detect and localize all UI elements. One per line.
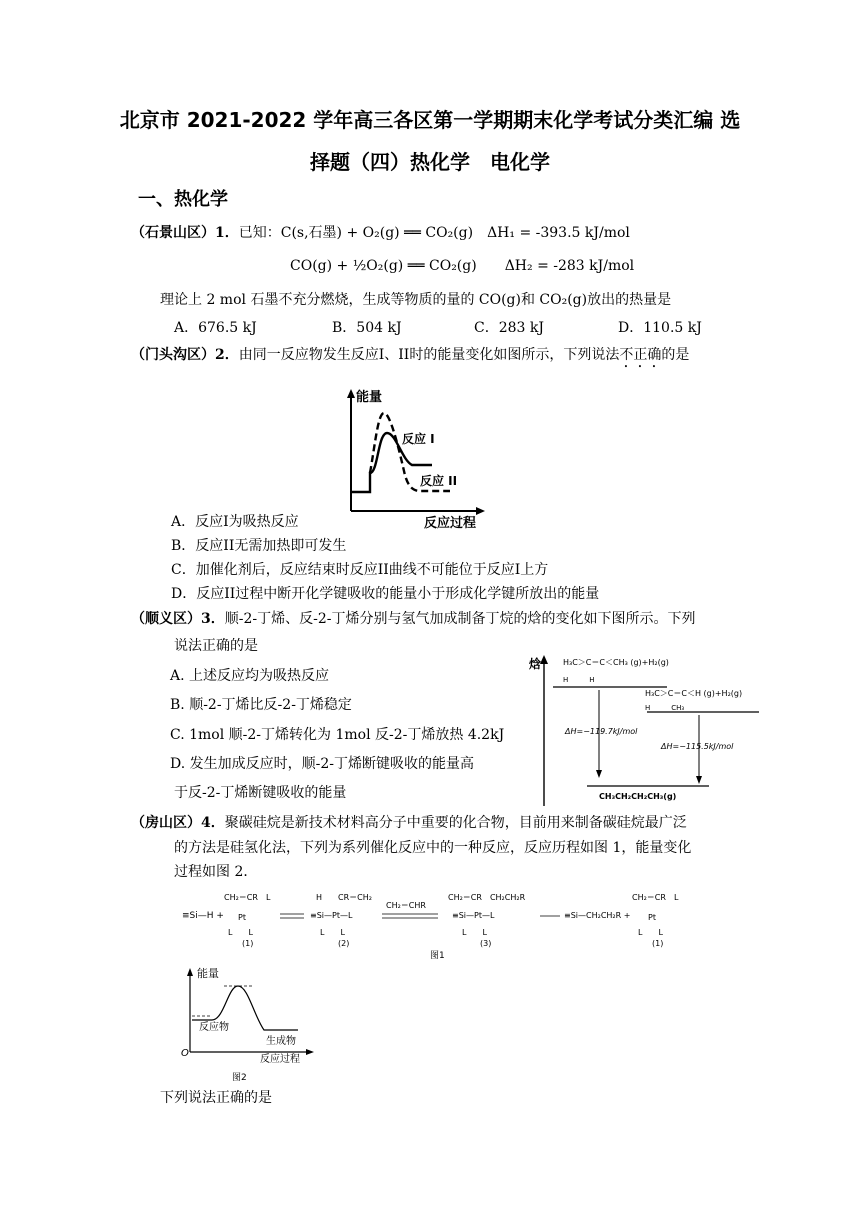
- q4-tail: 下列说法正确的是: [160, 1090, 272, 1106]
- q4-fig2-x-label: 反应过程: [260, 1054, 300, 1065]
- q4-fig1-c2-bot: L L: [320, 928, 345, 937]
- q3-option-c: C. 1mol 顺-2-丁烯转化为 1mol 反-2-丁烯放热 4.2kJ: [170, 727, 505, 743]
- q4-fig1-c2-mid: ≡Si—Pt—L: [310, 911, 353, 920]
- q4-fig1-c3-bot: L L: [462, 928, 487, 937]
- q3-dh2-arrowhead: [696, 776, 702, 784]
- q4-fig1-n2: (2): [338, 939, 350, 948]
- doc-title-line2: 择题（四）热化学 电化学: [310, 150, 550, 174]
- q4-fig2-y-label: 能量: [197, 967, 219, 980]
- q3-enthalpy-diagram: [527, 652, 762, 812]
- q4-fig1-n3: (3): [480, 939, 492, 948]
- q4-fig1-sih: ≡Si—H +: [182, 911, 224, 921]
- q3-option-d: D. 发生加成反应时，顺-2-丁烯断键吸收的能量高: [170, 756, 474, 772]
- q4-fig2-y-arrow: [187, 968, 193, 976]
- q2-option-c: C．加催化剂后，反应结束时反应II曲线不可能位于反应I上方: [171, 562, 549, 578]
- q4-fig1-c1-top: CH₂＝CR L: [224, 893, 271, 902]
- q2-option-b: B．反应II无需加热即可发生: [171, 538, 347, 554]
- q2-stem-end: 的是: [661, 347, 690, 363]
- q2-line1: [131, 345, 689, 371]
- q2-x-arrow: [476, 507, 485, 515]
- q2-stem-emphasis: 不正确: [619, 347, 662, 363]
- q3-level1-h: H H: [563, 676, 595, 684]
- q3-y-label: 焓: [529, 657, 542, 671]
- q4-fig1-n1: (1): [242, 939, 254, 948]
- q4-fig1-c2-top: H CR＝CH₂: [316, 893, 372, 902]
- q3-level2-h: H CH₃: [645, 704, 685, 712]
- q4-fig1-caption: 图1: [430, 951, 445, 961]
- q4-fig1-c3-top: CH₂＝CR CH₂CH₂R: [448, 893, 526, 902]
- q3-stem-a: 顺-2-丁烯、反-2-丁烯分别与氢气加成制备丁烷的焓的变化如下图所示。下列: [224, 611, 696, 627]
- q2-energy-diagram: [340, 385, 510, 530]
- q4-fig1-c4-mid: Pt: [648, 913, 656, 922]
- q2-y-label: 能量: [356, 390, 383, 405]
- q4-fig1-c4-top: CH₂＝CR L: [632, 893, 679, 902]
- q4-stem-c: 过程如图 2．: [174, 864, 258, 880]
- q4-fig2-caption: 图2: [232, 1073, 247, 1083]
- q2-curve2-label: 反应 II: [420, 474, 458, 488]
- q1-line1: [131, 223, 630, 243]
- q4-fig1-reagent: CH₂＝CHR: [386, 901, 426, 910]
- q1-option-d: D．110.5 kJ: [618, 320, 702, 336]
- q3-option-d-cont: 于反-2-丁烯断键吸收的能量: [174, 785, 347, 801]
- q1-option-a: A．676.5 kJ: [174, 320, 257, 336]
- q4-fig1-c1-mid: Pt: [238, 913, 246, 922]
- q2-x-label: 反应过程: [424, 516, 477, 530]
- q4-fig2-energy: [180, 964, 320, 1086]
- q4-fig1-n4: (1): [652, 939, 664, 948]
- q4-stem-a: 聚碳硅烷是新技术材料高分子中重要的化合物，目前用来制备碳硅烷最广泛: [224, 815, 687, 831]
- q4-fig1-c4-bot: L L: [638, 928, 663, 937]
- q2-option-a: A．反应I为吸热反应: [171, 514, 299, 530]
- q1-option-c: C．283 kJ: [474, 320, 544, 336]
- q3-y-arrow: [540, 655, 548, 664]
- q1-stem-a: 已知：C(s,石墨) + O₂(g) ══ CO₂(g) ΔH₁ = -393.5 kJ/mol: [238, 225, 630, 241]
- q2-source: （门头沟区）2．: [131, 347, 239, 363]
- q1-option-b: B．504 kJ: [332, 320, 402, 336]
- q4-fig1-product: ≡Si—CH₂CH₂R +: [564, 911, 631, 920]
- q3-line1: [131, 609, 696, 629]
- q4-fig2-x-arrow: [306, 1049, 314, 1055]
- q3-level2-formula: H₃C＞C＝C＜H (g)+H₂(g): [645, 689, 743, 698]
- q2-curve1-label: 反应 I: [402, 432, 435, 446]
- q4-fig2-product: 生成物: [266, 1036, 296, 1047]
- q4-fig2-origin: O: [181, 1048, 189, 1059]
- q3-product-label: CH₃CH₂CH₂CH₃(g): [599, 792, 677, 801]
- section-heading: 一、热化学: [138, 189, 228, 210]
- doc-title-line1: 北京市 2021-2022 学年高三各区第一学期期末化学考试分类汇编 选: [119, 108, 741, 132]
- q1-stem-c: 理论上 2 mol 石墨不充分燃烧，生成等物质的量的 CO(g)和 CO₂(g)放出的热量是: [160, 292, 672, 308]
- q3-source: （顺义区）3．: [131, 611, 225, 627]
- q4-fig2-reactant: 反应物: [199, 1022, 229, 1033]
- q4-source: （房山区）4．: [131, 815, 225, 831]
- q4-line1: [131, 813, 687, 833]
- q4-fig1-c1-bot: L L: [228, 928, 253, 937]
- q3-stem-b: 说法正确的是: [174, 638, 258, 654]
- q4-stem-b: 的方法是硅氢化法，下列为系列催化反应中的一种反应，反应历程如图 1，能量变化: [174, 840, 692, 856]
- q2-option-d: D．反应II过程中断开化学键吸收的能量小于形成化学键所放出的能量: [171, 586, 600, 602]
- q3-option-a: A. 上述反应均为吸热反应: [170, 668, 330, 684]
- q4-fig1-mechanism: [180, 890, 690, 962]
- q3-level1-formula: H₃C＞C＝C＜CH₃ (g)+H₂(g): [563, 658, 669, 667]
- q3-dh1-arrowhead: [596, 770, 602, 778]
- q3-dh1-label: ΔH=−119.7kJ/mol: [565, 727, 638, 736]
- q3-option-b: B. 顺-2-丁烯比反-2-丁烯稳定: [170, 697, 352, 713]
- q4-fig1-c3-mid: ≡Si—Pt—L: [452, 911, 495, 920]
- q1-source: （石景山区）1．: [131, 225, 239, 241]
- q2-stem: 由同一反应物发生反应I、II时的能量变化如图所示，下列说法: [238, 347, 620, 363]
- q2-y-arrow: [347, 389, 355, 398]
- q1-stem-b: CO(g) + ½O₂(g) ══ CO₂(g) ΔH₂ = -283 kJ/mol: [290, 258, 635, 274]
- q3-dh2-label: ΔH=−115.5kJ/mol: [661, 742, 734, 751]
